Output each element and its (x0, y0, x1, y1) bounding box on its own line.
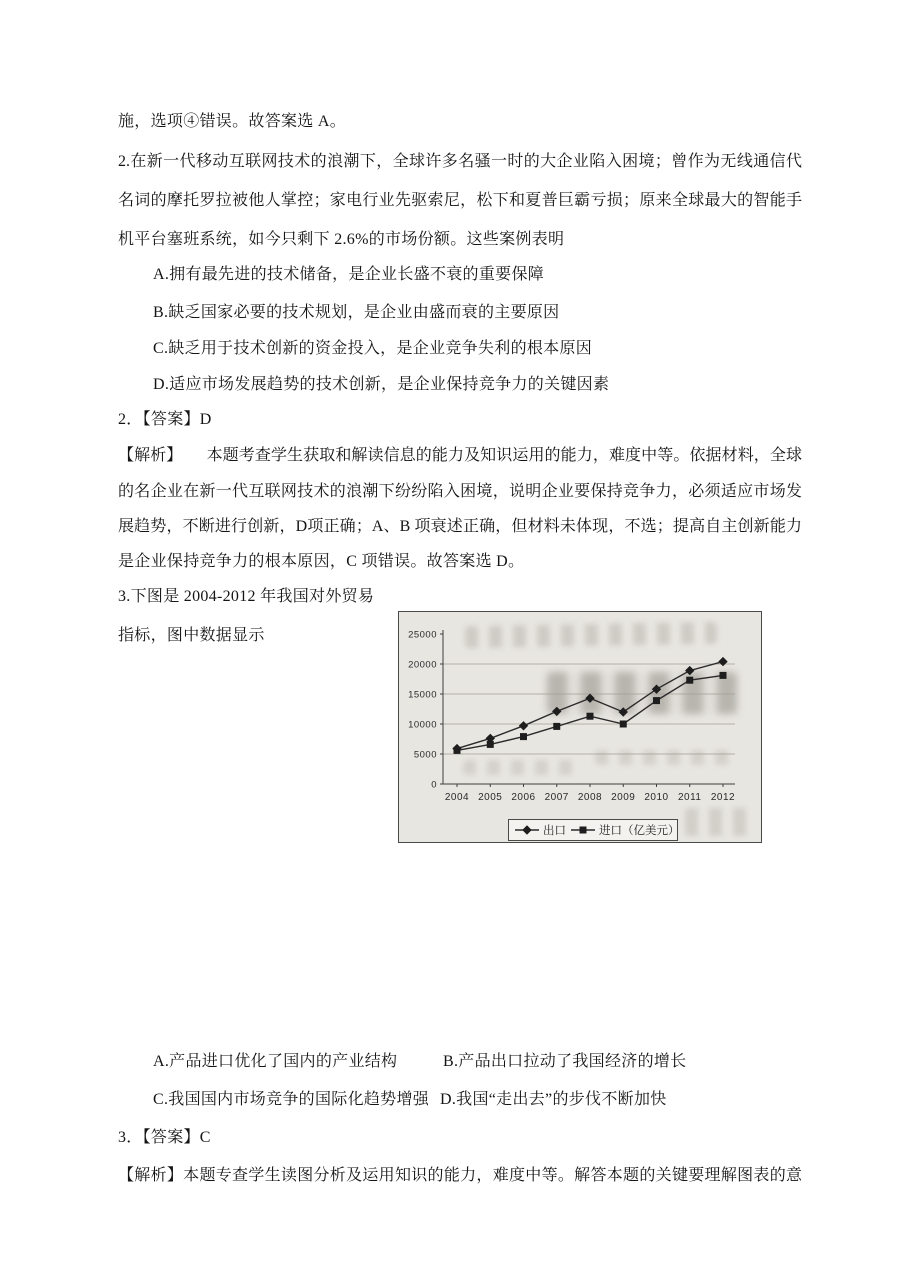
svg-text:25000: 25000 (408, 629, 437, 641)
svg-text:2006: 2006 (511, 792, 536, 803)
q2-explanation-line-4: 是企业保持竞争力的根本原因，C 项错误。故答案选 D。 (118, 553, 525, 570)
svg-text:2009: 2009 (611, 792, 636, 803)
q3-explanation-line-1: 【解析】本题专查学生读图分析及运用知识的能力，难度中等。解答本题的关键要理解图表的意 (118, 1167, 802, 1184)
svg-text:2005: 2005 (478, 792, 503, 803)
svg-text:10000: 10000 (408, 719, 437, 731)
trade-line-chart (398, 611, 762, 843)
q3-intro-line-1: 3.下图是 2004-2012 年我国对外贸易 (118, 588, 375, 605)
svg-text:2010: 2010 (644, 792, 669, 803)
q2-explanation-line-3: 展趋势，不断进行创新，D项正确；A、B 项衰述正确，但材料未体现，不选；提高自主创新能力 (118, 518, 802, 535)
svg-text:5000: 5000 (413, 749, 437, 761)
q2-option-a: A.拥有最先进的技术储备，是企业长盛不衰的重要保障 (153, 266, 545, 283)
svg-text:15000: 15000 (408, 689, 437, 701)
svg-text:2011: 2011 (677, 792, 702, 803)
svg-text:2008: 2008 (577, 792, 603, 803)
trade-chart-svg (399, 612, 761, 842)
q2-option-d: D.适应市场发展趋势的技术创新，是企业保持竞争力的关键因素 (153, 376, 610, 393)
q3-option-a: A.产品进口优化了国内的产业结构 (153, 1053, 398, 1070)
q3-option-d: D.我国“走出去”的步伐不断加快 (440, 1091, 667, 1108)
q3-option-b: B.产品出口拉动了我国经济的增长 (443, 1053, 687, 1070)
q3-answer-line: 3．【答案】C (118, 1129, 211, 1146)
q1-answer-tail-line: 施，选项④错误。故答案选 A。 (118, 113, 347, 130)
q2-option-b: B.缺乏国家必要的技术规划，是企业由盛而衰的主要原因 (153, 304, 560, 321)
q2-explanation-line-1: 【解析】 本题考查学生获取和解读信息的能力及知识运用的能力，难度中等。依据材料，全球 (118, 447, 802, 464)
q2-option-c: C.缺乏用于技术创新的资金投入，是企业竞争失利的根本原因 (153, 340, 593, 357)
svg-text:20000: 20000 (408, 659, 437, 671)
q2-stem-line-2: 名词的摩托罗拉被他人掌控；家电行业先驱索尼，松下和夏普巨霸亏损；原来全球最大的智能手 (118, 192, 802, 209)
svg-text:2004: 2004 (444, 792, 470, 803)
q2-stem-line-3: 机平台塞班系统，如今只剩下 2.6%的市场份额。这些案例表明 (118, 231, 565, 248)
svg-text:出口: 出口 (543, 825, 566, 837)
q2-stem-line-1: 2.在新一代移动互联网技术的浪潮下，全球许多名骚一时的大企业陷入困境；曾作为无线通信代 (118, 153, 802, 170)
svg-text:0: 0 (431, 779, 437, 791)
q3-option-c: C.我国国内市场竞争的国际化趋势增强 (153, 1091, 430, 1108)
q2-answer-line: 2．【答案】D (118, 411, 212, 428)
q2-explanation-line-2: 的名企业在新一代互联网技术的浪潮下纷纷陷入困境，说明企业要保持竞争力，必须适应市场发 (118, 483, 802, 500)
svg-text:2007: 2007 (544, 792, 569, 803)
svg-text:2012: 2012 (710, 792, 736, 803)
svg-text:进口（亿美元）: 进口（亿美元） (599, 825, 680, 837)
q3-intro-line-2: 指标，图中数据显示 (118, 627, 265, 644)
